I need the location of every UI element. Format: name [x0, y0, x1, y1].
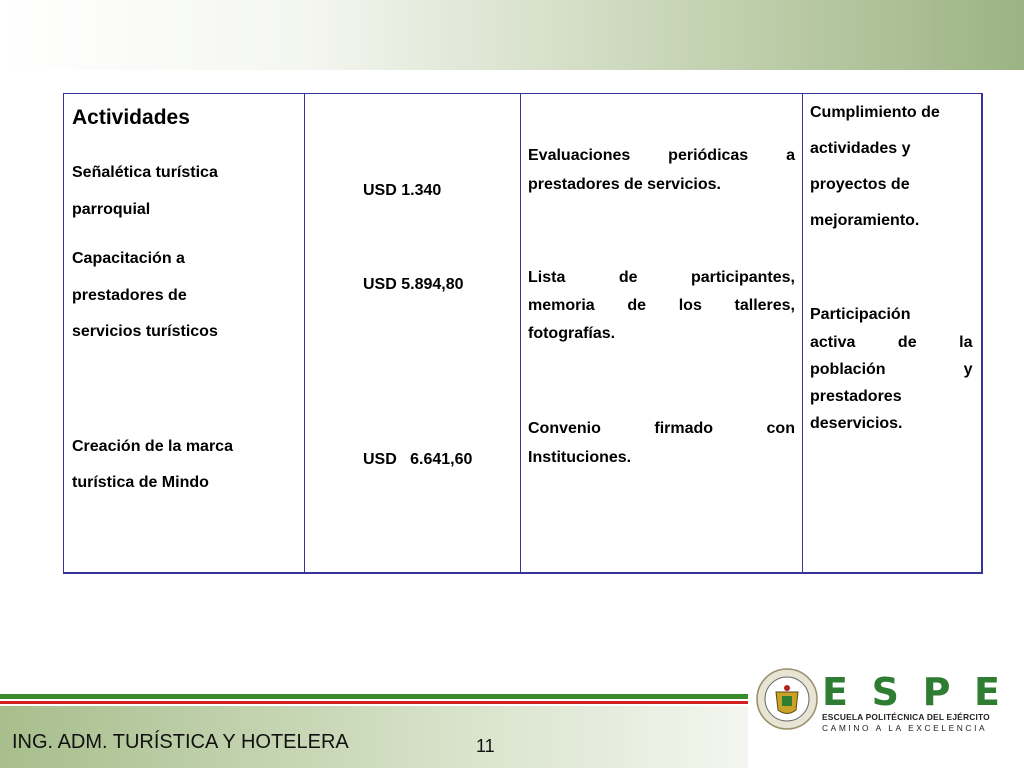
budget-amount-2: USD 5.894,80 — [363, 276, 464, 293]
activity-3-line-1: Creación de la marca — [72, 438, 233, 455]
header-gradient-band — [0, 0, 1024, 70]
page-number: 11 — [476, 736, 495, 756]
activities-table — [63, 93, 983, 574]
activities-column — [64, 94, 305, 574]
espe-logo — [756, 668, 1006, 738]
espe-subtitle: ESCUELA POLITÉCNICA DEL EJÉRCITO — [822, 712, 990, 722]
assumption-1-line-4: mejoramiento. — [810, 212, 920, 229]
verification-2-line-3: fotografías. — [528, 325, 616, 342]
assumption-2-line-5: deservicios. — [810, 415, 903, 432]
activity-3-line-2: turística de Mindo — [72, 474, 209, 491]
activity-1-line-1: Señalética turística — [72, 164, 218, 181]
activity-1-line-2: parroquial — [72, 201, 151, 218]
budget-amount-3: USD 6.641,60 — [363, 451, 473, 468]
espe-tagline: CAMINO A LA EXCELENCIA — [822, 723, 988, 733]
assumption-2-line-1: Participación — [810, 306, 911, 323]
footer-divider-lines — [0, 694, 748, 704]
verification-3-line-1: Convenio firmado con — [528, 420, 795, 437]
verification-column — [521, 94, 803, 574]
activity-2-line-3: servicios turísticos — [72, 323, 218, 340]
activity-2-line-1: Capacitación a — [72, 250, 185, 267]
assumption-2-line-3: población y — [810, 361, 973, 378]
verification-2-line-2: memoria de los talleres, — [528, 297, 795, 314]
verification-2-line-1: Lista de participantes, — [528, 269, 795, 286]
footer-program-label: ING. ADM. TURÍSTICA Y HOTELERA — [12, 731, 349, 753]
assumption-2-line-4: prestadores — [810, 388, 902, 405]
verification-1-line-1: Evaluaciones periódicas a — [528, 147, 795, 164]
espe-wordmark: E S P E — [822, 670, 1002, 714]
assumption-1-line-2: actividades y — [810, 140, 911, 157]
verification-3-line-2: Instituciones. — [528, 449, 632, 466]
assumptions-column — [803, 94, 982, 574]
activities-header: Actividades — [72, 106, 190, 129]
assumption-1-line-3: proyectos de — [810, 176, 910, 193]
activity-2-line-2: prestadores de — [72, 287, 187, 304]
university-seal-icon — [756, 668, 818, 730]
budget-column — [305, 94, 521, 574]
assumption-1-line-1: Cumplimiento de — [810, 104, 940, 121]
budget-amount-1: USD 1.340 — [363, 182, 442, 199]
verification-1-line-2: prestadores de servicios. — [528, 176, 721, 193]
assumption-2-line-2: activa de la — [810, 334, 973, 351]
